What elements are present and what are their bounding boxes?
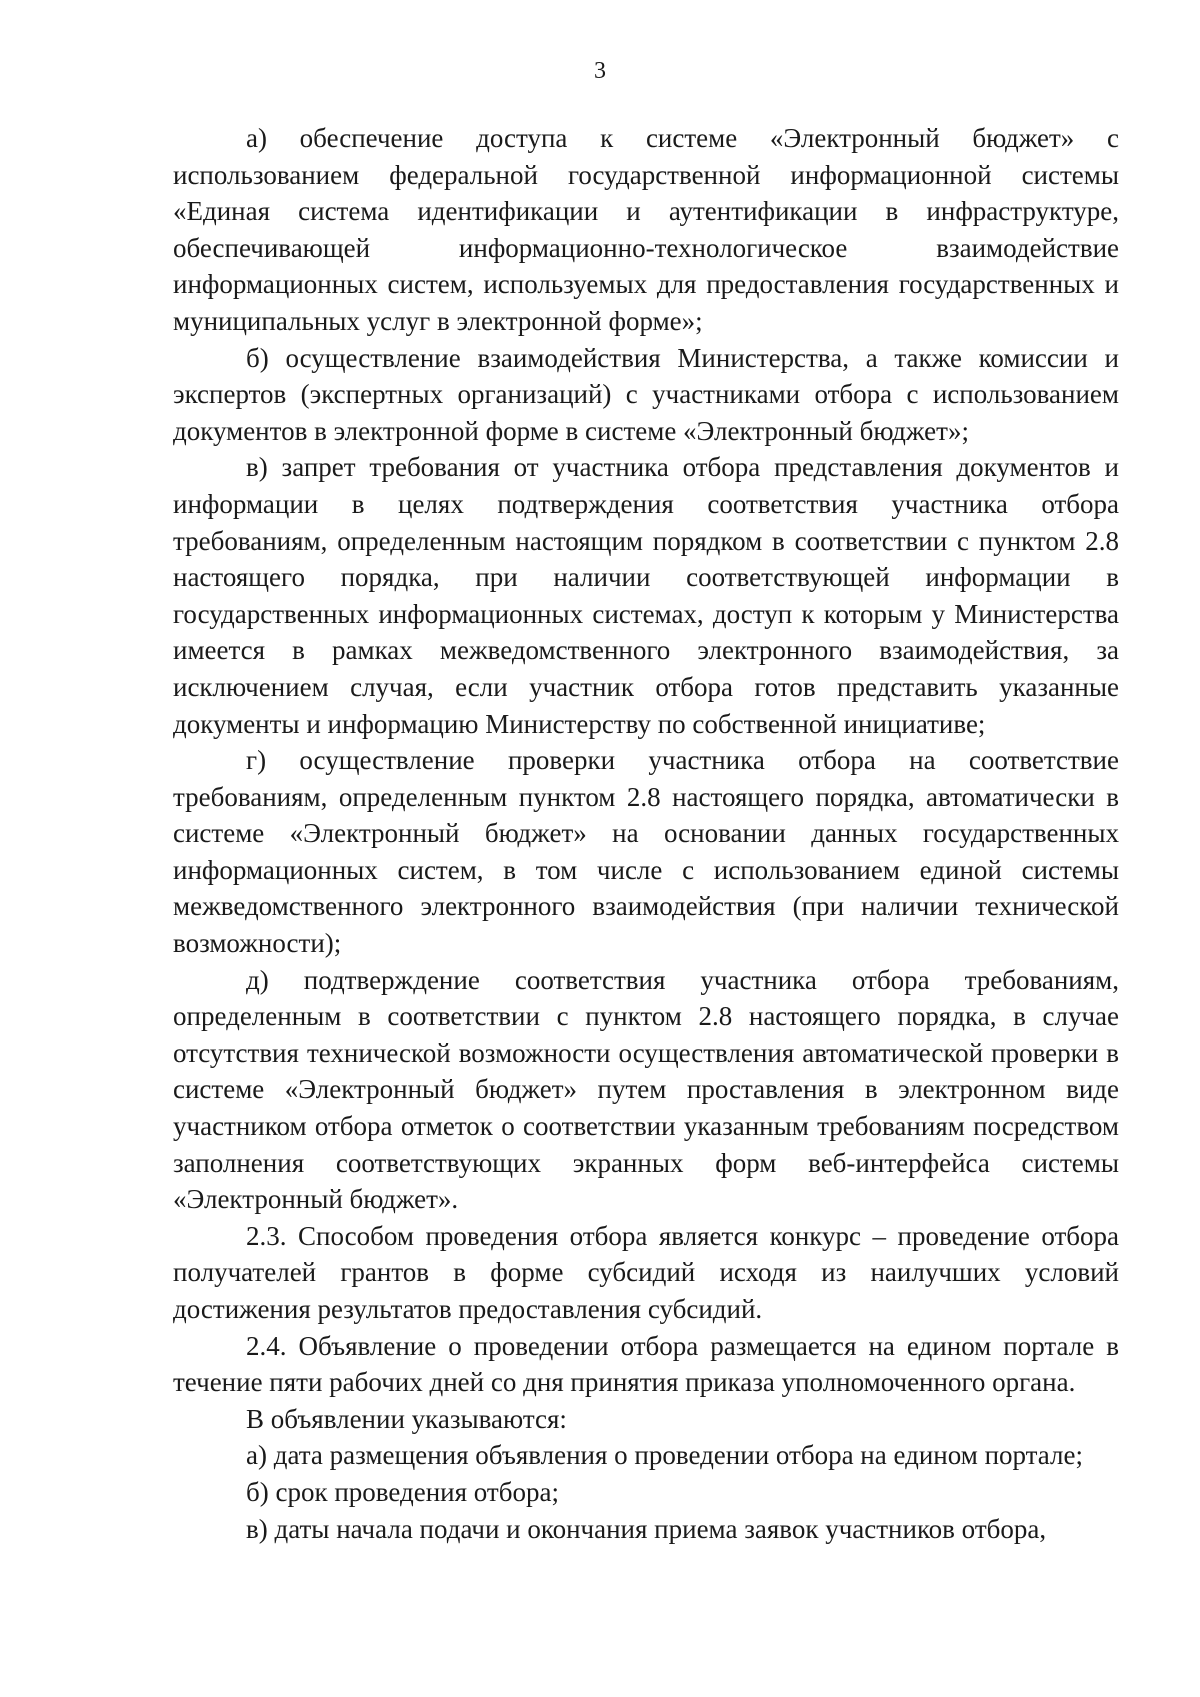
paragraph-announcement-item-a: а) дата размещения объявления о проведении отбора на едином портале; bbox=[246, 1440, 1083, 1471]
paragraph-item-b-interaction: б) осуществление взаимодействия Министерства, а также комиссии и экспертов (экспертных организаций) с участниками отбора с использованием документов в электронной форме в системе «Электронный бюджет»; bbox=[173, 342, 1119, 446]
paragraph-announcement-intro: В объявлении указываются: bbox=[246, 1403, 567, 1434]
paragraph-item-d-confirmation: д) подтверждение соответствия участника отбора требованиям, определенным в соответствии с пунктом 2.8 настоящего порядка, в случае отсутствия технической возможности осуществления автоматической проверки в системе «Электронный бюджет» путем проставления в электронном виде участником отбора отметок о соответствии указанным требованиям посредством заполнения соответствующих экранных форм веб-интерфейса системы «Электронный бюджет». bbox=[173, 964, 1119, 1215]
paragraph-announcement-item-v: в) даты начала подачи и окончания приема заявок участников отбора, bbox=[246, 1513, 1047, 1544]
document-body bbox=[173, 120, 1119, 1547]
paragraph-2-3: 2.3. Способом проведения отбора является конкурс – проведение отбора получателей грантов в форме субсидий исходя из наилучших условий достижения результатов предоставления субсидий. bbox=[173, 1220, 1119, 1324]
paragraph-item-a-access: а) обеспечение доступа к системе «Электронный бюджет» с использованием федеральной государственной информационной системы «Единая система идентификации и аутентификации в инфраструктуре, обеспечивающей информационно-технологическое взаимодействие информационных систем, используемых для предоставления государственных и муниципальных услуг в электронной форме»; bbox=[173, 123, 1119, 336]
paragraph-item-g-verification: г) осуществление проверки участника отбора на соответствие требованиям, определенным пунктом 2.8 настоящего порядка, автоматически в системе «Электронный бюджет» на основании данных государственных информационных систем, в том числе с использованием единой системы межведомственного электронного взаимодействия (при наличии технической возможности); bbox=[173, 745, 1119, 959]
page-number: 3 bbox=[594, 58, 606, 84]
paragraph-2-4: 2.4. Объявление о проведении отбора размещается на едином портале в течение пяти рабочих дней со дня принятия приказа уполномоченного органа. bbox=[173, 1330, 1119, 1398]
paragraph-announcement-item-b: б) срок проведения отбора; bbox=[246, 1476, 559, 1507]
paragraph-item-v-prohibition: в) запрет требования от участника отбора представления документов и информации в целях подтверждения соответствия участника отбора требованиям, определенным настоящим порядком в соответствии с пунктом 2.8 настоящего порядка, при наличии соответствующей информации в государственных информационных системах, доступ к которым у Министерства имеется в рамках межведомственного электронного взаимодействия, за исключением случая, если участник отбора готов представить указанные документы и информацию Министерству по собственной инициативе; bbox=[173, 452, 1119, 739]
